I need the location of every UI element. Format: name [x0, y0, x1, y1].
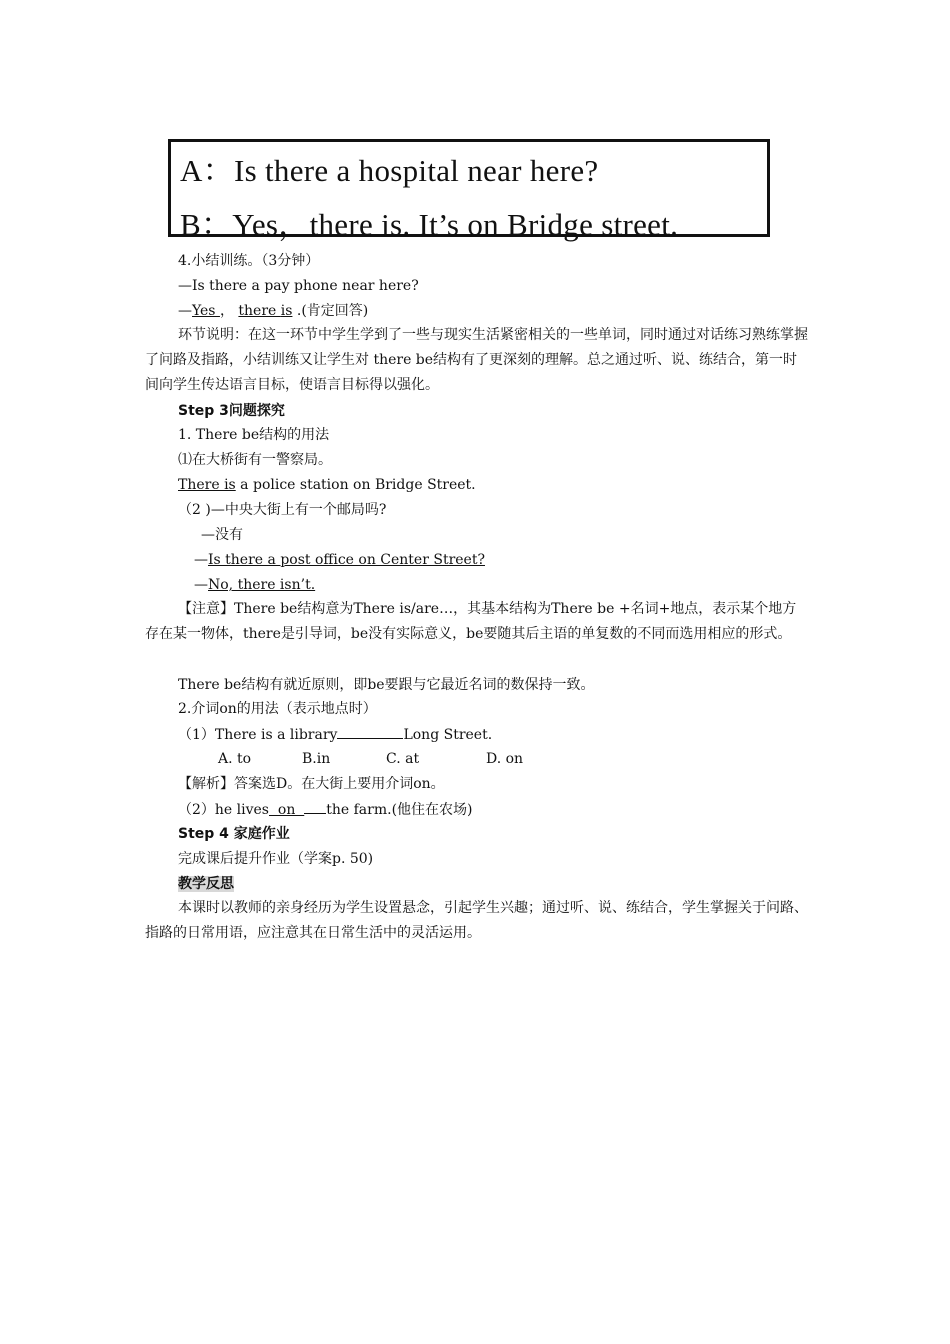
quiz-question-1: （1）There is a library Long Street. — [178, 727, 493, 743]
reflection-text: 本课时以教师的亲身经历为学生设置悬念，引起学生兴趣；通过听、说、练结合，学生掌握关于问路、指路的日常用语，应注意其在日常生活中的灵活运用。 — [145, 900, 808, 941]
example2-no: —没有 — [201, 527, 243, 543]
proximity-rule: There be结构有就近原则，即be要跟与它最近名词的数保持一致。 — [178, 677, 595, 693]
dialog-line-b: B：Yes，there is. It’s on Bridge street. — [180, 207, 679, 242]
step3-item2: 2.介词on的用法（表示地点时） — [178, 701, 377, 717]
answer-blank — [337, 725, 403, 739]
section4-question: —Is there a pay phone near here? — [178, 278, 419, 294]
example1-blank: There is — [178, 477, 236, 493]
analysis: 【解析】答案选D。在大街上要用介词on。 — [178, 776, 445, 792]
dialog-line-a: A：Is there a hospital near here? — [180, 153, 599, 188]
option-d: D. on — [486, 751, 524, 767]
example2-answer-text: No, there isn’t. — [208, 577, 316, 593]
example1-chinese: ⑴在大桥街有一警察局。 — [178, 452, 332, 468]
example2-question-text: Is there a post office on Center Street? — [208, 552, 485, 568]
section4-answer — [178, 302, 368, 320]
dialog-image — [168, 139, 770, 242]
example1-english — [178, 476, 476, 494]
step4-text: 完成课后提升作业（学案p. 50) — [178, 851, 374, 867]
example1-rest: a police station on Bridge Street. — [235, 477, 476, 493]
quiz2-fill: on — [269, 802, 305, 818]
option-b: B.in — [302, 751, 331, 767]
section4-title: 4.小结训练。（3分钟） — [178, 253, 320, 269]
example2-answer: —No, there isn’t. — [194, 577, 316, 593]
answer-comma: ， — [219, 303, 239, 319]
option-a: A. to — [218, 751, 252, 767]
notice-paragraph: 【注意】There be结构意为There is/are…，其基本结构为There be +名词+地点，表示某个地方存在某一物体，there是引导词，be没有实际意义，be要随其后主语的单复数的不同而选用相应的形式。 — [145, 601, 797, 642]
step4-heading: Step 4 家庭作业 — [178, 826, 290, 842]
answer-tail: .(肯定回答) — [292, 303, 369, 319]
answer-is: is — [280, 303, 293, 319]
answer-yes: Yes — [192, 303, 220, 319]
section-note: 环节说明：在这一环节中学生学到了一些与现实生活紧密相关的一些单词，同时通过对话练习熟练掌握了问路及指路，小结训练又让学生对 there be结构有了更深刻的理解。总之通过听、说、练结合，第一时间向学生传达语言目标，使语言目标得以强化。 — [145, 327, 808, 393]
reflection-heading: 教学反思 — [178, 876, 234, 892]
example2-question: —Is there a post office on Center Street? — [194, 552, 485, 568]
example2-chinese: （2 )—中央大街上有一个邮局吗? — [178, 502, 387, 518]
option-c: C. at — [386, 751, 420, 767]
answer-dash: — — [178, 303, 192, 319]
step3-heading: Step 3问题探究 — [178, 403, 285, 419]
answer-there: there — [238, 303, 281, 319]
step3-item1: 1. There be结构的用法 — [178, 427, 330, 443]
quiz-question-2: （2）he lives on the farm.(他住在农场) — [178, 802, 473, 818]
